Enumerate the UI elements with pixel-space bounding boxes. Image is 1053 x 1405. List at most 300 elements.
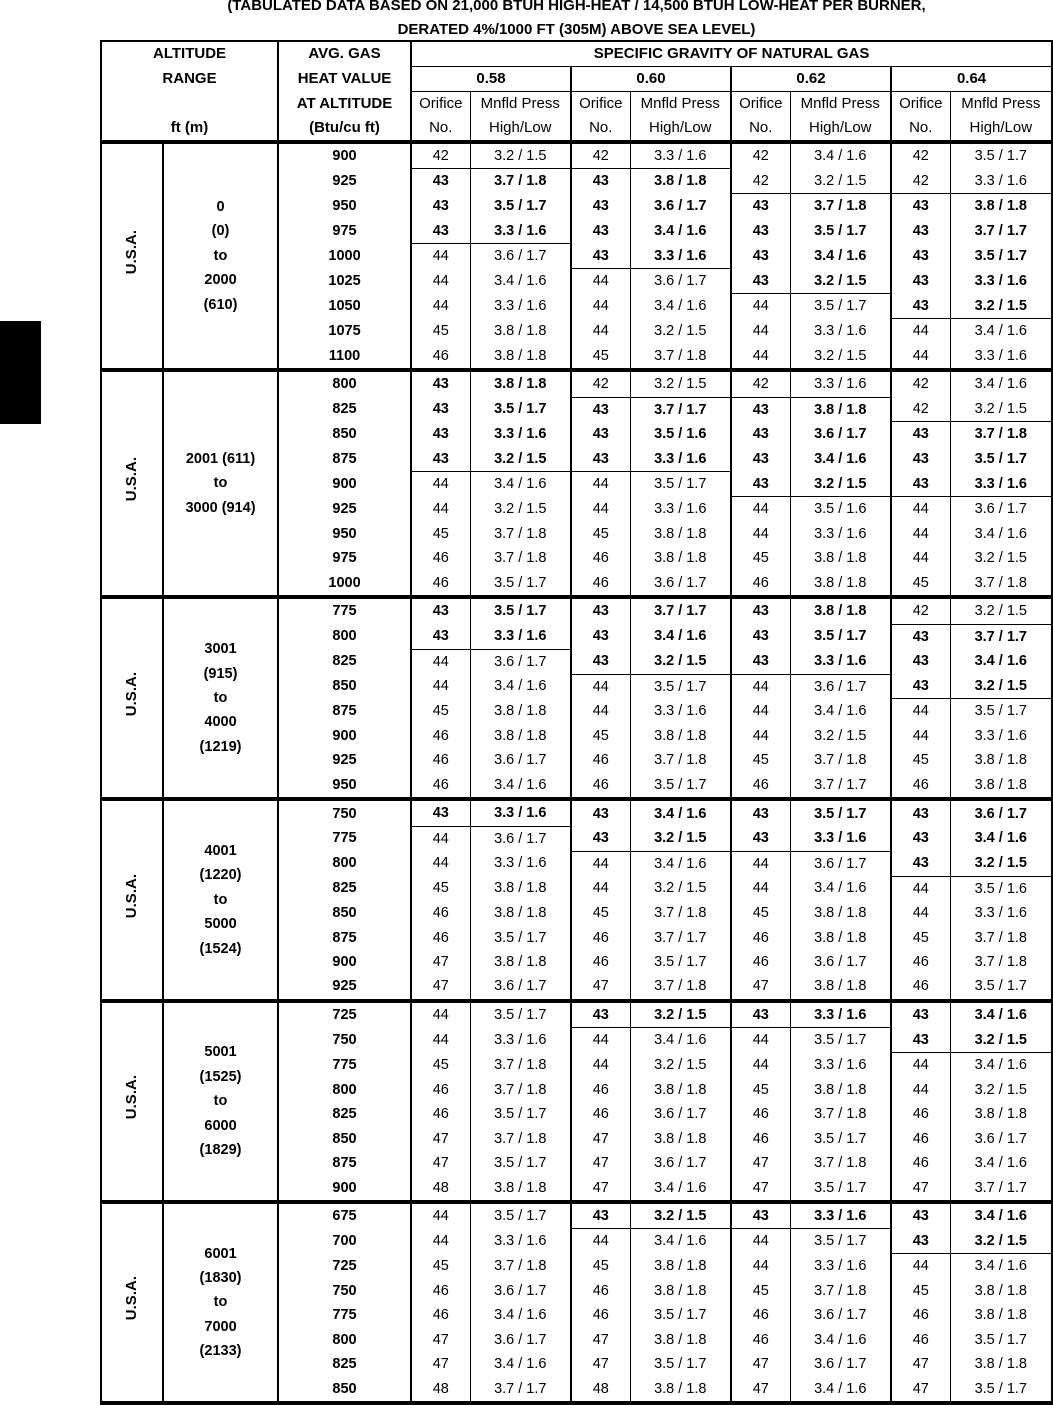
heat-value-cell: 825 bbox=[278, 649, 411, 674]
manifold-pressure-cell: 3.3 / 1.6 bbox=[790, 1254, 891, 1279]
manifold-pressure-cell: 3.4 / 1.6 bbox=[950, 1053, 1052, 1078]
manifold-pressure-cell: 3.6 / 1.7 bbox=[630, 571, 731, 597]
orifice-number-cell: 43 bbox=[731, 447, 790, 472]
manifold-pressure-cell: 3.6 / 1.7 bbox=[630, 194, 731, 219]
heat-value-cell: 775 bbox=[278, 1303, 411, 1327]
manifold-pressure-cell: 3.7 / 1.8 bbox=[470, 1254, 571, 1279]
manifold-pressure-cell: 3.8 / 1.8 bbox=[470, 699, 571, 724]
orifice-number-cell: 46 bbox=[411, 773, 470, 799]
altitude-range-line: 6001 bbox=[204, 1245, 237, 1262]
manifold-pressure-cell: 3.5 / 1.7 bbox=[950, 1377, 1052, 1403]
orifice-pressure-table bbox=[100, 40, 1053, 1405]
manifold-pressure-cell: 3.4 / 1.6 bbox=[470, 674, 571, 699]
orifice-number-cell: 45 bbox=[571, 522, 630, 546]
orifice-number-cell: 46 bbox=[411, 1303, 470, 1327]
altitude-range-line: 6000 bbox=[204, 1117, 237, 1134]
manifold-pressure-cell: 3.7 / 1.8 bbox=[790, 748, 891, 772]
orifice-number-cell: 44 bbox=[731, 294, 790, 319]
orifice-number-cell: 46 bbox=[731, 571, 790, 597]
manifold-pressure-cell: 3.6 / 1.7 bbox=[470, 1279, 571, 1303]
altitude-range-cell bbox=[163, 799, 278, 1001]
manifold-pressure-cell: 3.2 / 1.5 bbox=[950, 397, 1052, 422]
manifold-pressure-cell: 3.7 / 1.7 bbox=[470, 1377, 571, 1403]
manifold-pressure-cell: 3.4 / 1.6 bbox=[630, 799, 731, 826]
orifice-header: Orifice bbox=[891, 92, 950, 117]
altitude-range-line: (1220) bbox=[199, 867, 242, 884]
orifice-number-cell: 46 bbox=[411, 926, 470, 950]
altitude-range-line: 2001 (611) bbox=[185, 450, 256, 467]
manifold-pressure-cell: 3.3 / 1.6 bbox=[630, 447, 731, 472]
manifold-pressure-cell: 3.4 / 1.6 bbox=[790, 699, 891, 724]
high-low-header: High/Low bbox=[630, 116, 731, 142]
manifold-pressure-cell: 3.4 / 1.6 bbox=[790, 244, 891, 269]
manifold-pressure-cell: 3.3 / 1.6 bbox=[790, 370, 891, 397]
specific-gravity-header: SPECIFIC GRAVITY OF NATURAL GAS bbox=[411, 41, 1052, 67]
orifice-number-cell: 44 bbox=[731, 497, 790, 522]
manifold-pressure-cell: 3.4 / 1.6 bbox=[790, 447, 891, 472]
heat-value-cell: 775 bbox=[278, 826, 411, 851]
orifice-number-cell: 47 bbox=[411, 1328, 470, 1352]
region-label: U.S.A. bbox=[122, 229, 140, 274]
heat-value-cell: 1050 bbox=[278, 294, 411, 319]
manifold-pressure-cell: 3.4 / 1.6 bbox=[470, 269, 571, 294]
orifice-number-cell: 43 bbox=[731, 194, 790, 219]
orifice-number-cell: 46 bbox=[731, 926, 790, 950]
orifice-number-cell: 44 bbox=[571, 497, 630, 522]
orifice-number-cell: 43 bbox=[411, 597, 470, 624]
heat-value-cell: 850 bbox=[278, 901, 411, 925]
manifold-pressure-cell: 3.8 / 1.8 bbox=[950, 773, 1052, 799]
orifice-number-cell: 44 bbox=[411, 1229, 470, 1254]
manifold-pressure-cell: 3.2 / 1.5 bbox=[630, 649, 731, 674]
region-cell bbox=[101, 597, 163, 799]
manifold-pressure-cell: 3.3 / 1.6 bbox=[790, 649, 891, 674]
manifold-pressure-cell: 3.6 / 1.7 bbox=[790, 851, 891, 876]
manifold-pressure-cell: 3.6 / 1.7 bbox=[950, 497, 1052, 522]
manifold-pressure-cell: 3.4 / 1.6 bbox=[470, 1352, 571, 1376]
orifice-number-cell: 43 bbox=[411, 397, 470, 422]
region-cell bbox=[101, 142, 163, 370]
manifold-pressure-cell: 3.2 / 1.5 bbox=[790, 472, 891, 497]
orifice-number-cell: 43 bbox=[891, 1229, 950, 1254]
orifice-number-cell: 47 bbox=[571, 1328, 630, 1352]
orifice-number-cell: 46 bbox=[731, 1303, 790, 1327]
orifice-number-cell: 44 bbox=[731, 674, 790, 699]
orifice-number-cell: 43 bbox=[571, 649, 630, 674]
manifold-pressure-cell: 3.4 / 1.6 bbox=[470, 1303, 571, 1327]
orifice-number-cell: 43 bbox=[571, 219, 630, 244]
orifice-number-cell: 47 bbox=[571, 1176, 630, 1202]
manifold-pressure-cell: 3.2 / 1.5 bbox=[790, 269, 891, 294]
orifice-number-cell: 46 bbox=[731, 773, 790, 799]
heat-value-cell: 675 bbox=[278, 1202, 411, 1229]
orifice-number-cell: 45 bbox=[411, 1254, 470, 1279]
manifold-pressure-cell: 3.4 / 1.6 bbox=[630, 1028, 731, 1053]
manifold-pressure-cell: 3.3 / 1.6 bbox=[790, 826, 891, 851]
heat-value-cell: 725 bbox=[278, 1254, 411, 1279]
manifold-pressure-cell: 3.4 / 1.6 bbox=[790, 142, 891, 169]
manifold-pressure-cell: 3.5 / 1.7 bbox=[790, 624, 891, 649]
altitude-range-line: (1830) bbox=[199, 1269, 242, 1286]
orifice-number-cell: 44 bbox=[891, 699, 950, 724]
orifice-number-cell: 46 bbox=[411, 1102, 470, 1126]
orifice-number-cell: 43 bbox=[411, 422, 470, 447]
manifold-pressure-cell: 3.2 / 1.5 bbox=[630, 826, 731, 851]
orifice-number-cell: 46 bbox=[571, 773, 630, 799]
manifold-pressure-cell: 3.3 / 1.6 bbox=[950, 269, 1052, 294]
orifice-number-cell: 43 bbox=[731, 1001, 790, 1028]
orifice-number-cell: 46 bbox=[891, 773, 950, 799]
manifold-pressure-cell: 3.7 / 1.8 bbox=[470, 546, 571, 570]
orifice-number-cell: 43 bbox=[731, 1202, 790, 1229]
manifold-pressure-cell: 3.5 / 1.7 bbox=[470, 397, 571, 422]
manifold-pressure-cell: 3.7 / 1.7 bbox=[950, 1176, 1052, 1202]
orifice-number-cell: 43 bbox=[571, 169, 630, 194]
orifice-number-cell: 45 bbox=[571, 724, 630, 748]
orifice-number-cell: 44 bbox=[411, 649, 470, 674]
altitude-header-3: ft (m) bbox=[101, 116, 278, 142]
manifold-pressure-cell: 3.4 / 1.6 bbox=[630, 624, 731, 649]
manifold-pressure-cell: 3.5 / 1.7 bbox=[630, 674, 731, 699]
manifold-pressure-cell: 3.2 / 1.5 bbox=[950, 851, 1052, 876]
manifold-pressure-cell: 3.3 / 1.6 bbox=[470, 851, 571, 876]
altitude-range-cell bbox=[163, 1001, 278, 1202]
gas-header-1: AVG. GAS bbox=[278, 41, 411, 67]
manifold-pressure-cell: 3.8 / 1.8 bbox=[470, 319, 571, 344]
manifold-pressure-cell: 3.3 / 1.6 bbox=[470, 422, 571, 447]
manifold-pressure-cell: 3.5 / 1.7 bbox=[790, 294, 891, 319]
altitude-range-line: (2133) bbox=[199, 1343, 242, 1360]
orifice-number-cell: 43 bbox=[891, 799, 950, 826]
manifold-pressure-cell: 3.6 / 1.7 bbox=[630, 1151, 731, 1175]
manifold-pressure-cell: 3.3 / 1.6 bbox=[950, 344, 1052, 370]
orifice-number-cell: 43 bbox=[731, 597, 790, 624]
manifold-pressure-cell: 3.6 / 1.7 bbox=[790, 422, 891, 447]
manifold-pressure-cell: 3.7 / 1.8 bbox=[470, 522, 571, 546]
orifice-number-cell: 44 bbox=[891, 497, 950, 522]
heat-value-cell: 825 bbox=[278, 1102, 411, 1126]
orifice-number-cell: 46 bbox=[891, 1303, 950, 1327]
region-label: U.S.A. bbox=[122, 873, 140, 918]
manifold-pressure-cell: 3.8 / 1.8 bbox=[470, 370, 571, 397]
manifold-pressure-cell: 3.3 / 1.6 bbox=[470, 799, 571, 826]
orifice-number-cell: 45 bbox=[731, 546, 790, 570]
manifold-pressure-cell: 3.8 / 1.8 bbox=[790, 397, 891, 422]
orifice-number-cell: 48 bbox=[571, 1377, 630, 1403]
manifold-pressure-cell: 3.4 / 1.6 bbox=[950, 319, 1052, 344]
altitude-range-line: 7000 bbox=[204, 1318, 237, 1335]
manifold-pressure-cell: 3.2 / 1.5 bbox=[950, 1229, 1052, 1254]
orifice-number-cell: 45 bbox=[891, 748, 950, 772]
manifold-pressure-cell: 3.5 / 1.7 bbox=[470, 926, 571, 950]
orifice-number-cell: 43 bbox=[731, 397, 790, 422]
heat-value-cell: 875 bbox=[278, 699, 411, 724]
heat-value-cell: 825 bbox=[278, 876, 411, 901]
altitude-header-2: RANGE bbox=[101, 67, 278, 92]
orifice-number-cell: 45 bbox=[411, 522, 470, 546]
heat-value-cell: 775 bbox=[278, 1053, 411, 1078]
orifice-number-cell: 44 bbox=[571, 1028, 630, 1053]
orifice-number-cell: 43 bbox=[571, 597, 630, 624]
manifold-pressure-cell: 3.8 / 1.8 bbox=[470, 950, 571, 974]
orifice-number-cell: 42 bbox=[891, 370, 950, 397]
manifold-pressure-cell: 3.7 / 1.7 bbox=[790, 773, 891, 799]
heat-value-cell: 875 bbox=[278, 1151, 411, 1175]
manifold-pressure-cell: 3.7 / 1.8 bbox=[950, 926, 1052, 950]
manifold-pressure-cell: 3.3 / 1.6 bbox=[790, 522, 891, 546]
orifice-number-cell: 47 bbox=[411, 1352, 470, 1376]
orifice-number-cell: 45 bbox=[731, 748, 790, 772]
orifice-number-cell: 44 bbox=[731, 876, 790, 901]
manifold-pressure-cell: 3.8 / 1.8 bbox=[790, 571, 891, 597]
orifice-number-cell: 44 bbox=[411, 851, 470, 876]
manifold-pressure-cell: 3.2 / 1.5 bbox=[790, 169, 891, 194]
manifold-pressure-cell: 3.3 / 1.6 bbox=[630, 142, 731, 169]
orifice-number-cell: 44 bbox=[891, 1254, 950, 1279]
orifice-number-cell: 45 bbox=[731, 1078, 790, 1102]
heat-value-cell: 725 bbox=[278, 1001, 411, 1028]
manifold-pressure-cell: 3.3 / 1.6 bbox=[470, 294, 571, 319]
orifice-number-cell: 46 bbox=[571, 1303, 630, 1327]
manifold-pressure-cell: 3.7 / 1.7 bbox=[630, 397, 731, 422]
altitude-range-cell bbox=[163, 1202, 278, 1403]
heat-value-cell: 825 bbox=[278, 1352, 411, 1376]
manifold-pressure-cell: 3.8 / 1.8 bbox=[630, 1377, 731, 1403]
heat-value-cell: 925 bbox=[278, 497, 411, 522]
heat-value-cell: 775 bbox=[278, 597, 411, 624]
manifold-pressure-cell: 3.5 / 1.7 bbox=[950, 1328, 1052, 1352]
orifice-number-cell: 44 bbox=[571, 674, 630, 699]
orifice-number-cell: 47 bbox=[731, 1151, 790, 1175]
orifice-number-cell: 43 bbox=[411, 624, 470, 649]
manifold-pressure-cell: 3.5 / 1.7 bbox=[950, 974, 1052, 1000]
orifice-number-cell: 44 bbox=[731, 1229, 790, 1254]
region-label: U.S.A. bbox=[122, 457, 140, 502]
orifice-number-cell: 47 bbox=[891, 1377, 950, 1403]
manifold-pressure-cell: 3.5 / 1.7 bbox=[790, 799, 891, 826]
section-tab-marker bbox=[0, 321, 41, 424]
orifice-number-cell: 43 bbox=[891, 851, 950, 876]
altitude-range-line: (0) bbox=[211, 223, 230, 240]
manifold-pressure-cell: 3.4 / 1.6 bbox=[630, 1229, 731, 1254]
manifold-pressure-cell: 3.2 / 1.5 bbox=[790, 344, 891, 370]
manifold-pressure-cell: 3.5 / 1.7 bbox=[470, 571, 571, 597]
orifice-number-cell: 46 bbox=[411, 1078, 470, 1102]
orifice-number-cell: 43 bbox=[411, 194, 470, 219]
manifold-pressure-cell: 3.5 / 1.6 bbox=[950, 876, 1052, 901]
orifice-number-cell: 46 bbox=[571, 1078, 630, 1102]
orifice-number-cell: 47 bbox=[571, 1352, 630, 1376]
orifice-number-cell: 47 bbox=[731, 1352, 790, 1376]
manifold-pressure-cell: 3.6 / 1.7 bbox=[470, 1328, 571, 1352]
mnfld-header: Mnfld Press bbox=[950, 92, 1052, 117]
manifold-pressure-cell: 3.8 / 1.8 bbox=[630, 522, 731, 546]
altitude-header-1: ALTITUDE bbox=[101, 41, 278, 67]
region-cell bbox=[101, 370, 163, 597]
orifice-number-cell: 43 bbox=[731, 826, 790, 851]
heat-value-cell: 900 bbox=[278, 1176, 411, 1202]
manifold-pressure-cell: 3.5 / 1.7 bbox=[630, 950, 731, 974]
heat-value-cell: 900 bbox=[278, 472, 411, 497]
manifold-pressure-cell: 3.3 / 1.6 bbox=[470, 219, 571, 244]
mnfld-header: Mnfld Press bbox=[790, 92, 891, 117]
manifold-pressure-cell: 3.5 / 1.7 bbox=[790, 1127, 891, 1151]
orifice-number-cell: 44 bbox=[891, 522, 950, 546]
table-row bbox=[101, 1001, 1052, 1028]
manifold-pressure-cell: 3.5 / 1.7 bbox=[470, 194, 571, 219]
manifold-pressure-cell: 3.2 / 1.5 bbox=[630, 876, 731, 901]
orifice-number-cell: 46 bbox=[731, 1127, 790, 1151]
orifice-number-cell: 44 bbox=[571, 269, 630, 294]
manifold-pressure-cell: 3.8 / 1.8 bbox=[470, 344, 571, 370]
manifold-pressure-cell: 3.7 / 1.8 bbox=[790, 1102, 891, 1126]
manifold-pressure-cell: 3.8 / 1.8 bbox=[790, 597, 891, 624]
table-row bbox=[101, 799, 1052, 826]
altitude-range-line: (1219) bbox=[199, 738, 242, 755]
orifice-number-cell: 45 bbox=[891, 571, 950, 597]
manifold-pressure-cell: 3.8 / 1.8 bbox=[790, 1078, 891, 1102]
manifold-pressure-cell: 3.8 / 1.8 bbox=[470, 876, 571, 901]
orifice-header: Orifice bbox=[731, 92, 790, 117]
manifold-pressure-cell: 3.6 / 1.7 bbox=[630, 269, 731, 294]
orifice-number-cell: 48 bbox=[411, 1377, 470, 1403]
manifold-pressure-cell: 3.3 / 1.6 bbox=[950, 472, 1052, 497]
mnfld-header: Mnfld Press bbox=[470, 92, 571, 117]
manifold-pressure-cell: 3.7 / 1.8 bbox=[790, 194, 891, 219]
orifice-number-cell: 43 bbox=[411, 169, 470, 194]
orifice-number-cell: 44 bbox=[891, 876, 950, 901]
altitude-range-line: 3001 bbox=[204, 641, 237, 658]
altitude-range-line: to bbox=[213, 690, 228, 706]
orifice-number-cell: 44 bbox=[731, 1053, 790, 1078]
orifice-number-cell: 43 bbox=[731, 472, 790, 497]
orifice-number-cell: 45 bbox=[571, 901, 630, 925]
orifice-number-cell: 43 bbox=[571, 1001, 630, 1028]
orifice-number-cell: 43 bbox=[571, 422, 630, 447]
orifice-number-cell: 44 bbox=[731, 724, 790, 748]
orifice-number-cell: 43 bbox=[891, 1001, 950, 1028]
table-row bbox=[101, 1202, 1052, 1229]
orifice-number-cell: 43 bbox=[571, 799, 630, 826]
orifice-number-cell: 46 bbox=[411, 901, 470, 925]
altitude-range-cell bbox=[163, 142, 278, 370]
heat-value-cell: 850 bbox=[278, 1127, 411, 1151]
manifold-pressure-cell: 3.5 / 1.7 bbox=[470, 1151, 571, 1175]
orifice-number-cell: 46 bbox=[571, 546, 630, 570]
orifice-number-cell: 42 bbox=[891, 397, 950, 422]
high-low-header: High/Low bbox=[790, 116, 891, 142]
orifice-number-cell: 44 bbox=[411, 1001, 470, 1028]
high-low-header: High/Low bbox=[950, 116, 1052, 142]
orifice-number-cell: 45 bbox=[891, 926, 950, 950]
manifold-pressure-cell: 3.3 / 1.6 bbox=[790, 319, 891, 344]
manifold-pressure-cell: 3.4 / 1.6 bbox=[790, 1328, 891, 1352]
manifold-pressure-cell: 3.2 / 1.5 bbox=[950, 546, 1052, 570]
orifice-number-cell: 47 bbox=[731, 1176, 790, 1202]
manifold-pressure-cell: 3.5 / 1.7 bbox=[790, 1229, 891, 1254]
orifice-number-cell: 44 bbox=[891, 724, 950, 748]
orifice-number-cell: 46 bbox=[571, 571, 630, 597]
orifice-number-cell: 44 bbox=[411, 674, 470, 699]
manifold-pressure-cell: 3.4 / 1.6 bbox=[950, 522, 1052, 546]
manifold-pressure-cell: 3.5 / 1.7 bbox=[790, 219, 891, 244]
orifice-number-cell: 42 bbox=[731, 169, 790, 194]
orifice-number-cell: 43 bbox=[731, 219, 790, 244]
orifice-number-cell: 45 bbox=[411, 699, 470, 724]
manifold-pressure-cell: 3.8 / 1.8 bbox=[470, 901, 571, 925]
heat-value-cell: 950 bbox=[278, 773, 411, 799]
manifold-pressure-cell: 3.5 / 1.7 bbox=[790, 1176, 891, 1202]
manifold-pressure-cell: 3.7 / 1.8 bbox=[470, 1053, 571, 1078]
orifice-number-cell: 42 bbox=[571, 370, 630, 397]
orifice-number-cell: 46 bbox=[411, 1279, 470, 1303]
manifold-pressure-cell: 3.8 / 1.8 bbox=[630, 1254, 731, 1279]
manifold-pressure-cell: 3.6 / 1.7 bbox=[950, 1127, 1052, 1151]
orifice-header: Orifice bbox=[411, 92, 470, 117]
manifold-pressure-cell: 3.8 / 1.8 bbox=[790, 546, 891, 570]
orifice-number-cell: 44 bbox=[571, 319, 630, 344]
orifice-number-cell: 43 bbox=[891, 219, 950, 244]
manifold-pressure-cell: 3.2 / 1.5 bbox=[630, 1053, 731, 1078]
manifold-pressure-cell: 3.5 / 1.7 bbox=[470, 1202, 571, 1229]
manifold-pressure-cell: 3.5 / 1.6 bbox=[790, 497, 891, 522]
manifold-pressure-cell: 3.4 / 1.6 bbox=[790, 876, 891, 901]
manifold-pressure-cell: 3.7 / 1.8 bbox=[470, 169, 571, 194]
orifice-number-cell: 42 bbox=[571, 142, 630, 169]
orifice-number-cell: 44 bbox=[571, 876, 630, 901]
orifice-number-cell: 44 bbox=[731, 522, 790, 546]
manifold-pressure-cell: 3.2 / 1.5 bbox=[950, 674, 1052, 699]
heat-value-cell: 750 bbox=[278, 1279, 411, 1303]
manifold-pressure-cell: 3.8 / 1.8 bbox=[470, 1176, 571, 1202]
orifice-number-cell: 44 bbox=[411, 294, 470, 319]
orifice-number-cell: 43 bbox=[571, 826, 630, 851]
altitude-range-line: (1829) bbox=[199, 1142, 242, 1159]
orifice-number-cell: 47 bbox=[571, 974, 630, 1000]
manifold-pressure-cell: 3.7 / 1.8 bbox=[630, 974, 731, 1000]
heat-value-cell: 900 bbox=[278, 142, 411, 169]
orifice-number-cell: 44 bbox=[731, 1254, 790, 1279]
manifold-pressure-cell: 3.3 / 1.6 bbox=[950, 724, 1052, 748]
altitude-range-line: 5001 bbox=[204, 1044, 237, 1061]
heat-value-cell: 875 bbox=[278, 447, 411, 472]
orifice-number-cell: 44 bbox=[731, 344, 790, 370]
orifice-number-cell: 46 bbox=[411, 546, 470, 570]
orifice-number-cell: 43 bbox=[411, 799, 470, 826]
heat-value-cell: 850 bbox=[278, 422, 411, 447]
manifold-pressure-cell: 3.5 / 1.7 bbox=[950, 142, 1052, 169]
manifold-pressure-cell: 3.5 / 1.7 bbox=[470, 1102, 571, 1126]
orifice-number-cell: 43 bbox=[571, 244, 630, 269]
orifice-number-cell: 43 bbox=[891, 624, 950, 649]
orifice-number-cell: 44 bbox=[891, 319, 950, 344]
altitude-range-cell bbox=[163, 597, 278, 799]
manifold-pressure-cell: 3.5 / 1.7 bbox=[950, 699, 1052, 724]
heat-value-cell: 1000 bbox=[278, 244, 411, 269]
manifold-pressure-cell: 3.4 / 1.6 bbox=[950, 1001, 1052, 1028]
orifice-number-cell: 45 bbox=[571, 1254, 630, 1279]
manifold-pressure-cell: 3.8 / 1.8 bbox=[950, 1303, 1052, 1327]
heat-value-cell: 825 bbox=[278, 397, 411, 422]
manifold-pressure-cell: 3.3 / 1.6 bbox=[950, 901, 1052, 925]
orifice-number-cell: 44 bbox=[571, 1229, 630, 1254]
orifice-number-cell: 46 bbox=[571, 926, 630, 950]
orifice-no-header: No. bbox=[571, 116, 630, 142]
manifold-pressure-cell: 3.5 / 1.7 bbox=[470, 597, 571, 624]
heat-value-cell: 900 bbox=[278, 950, 411, 974]
manifold-pressure-cell: 3.8 / 1.8 bbox=[790, 974, 891, 1000]
manifold-pressure-cell: 3.7 / 1.7 bbox=[630, 926, 731, 950]
